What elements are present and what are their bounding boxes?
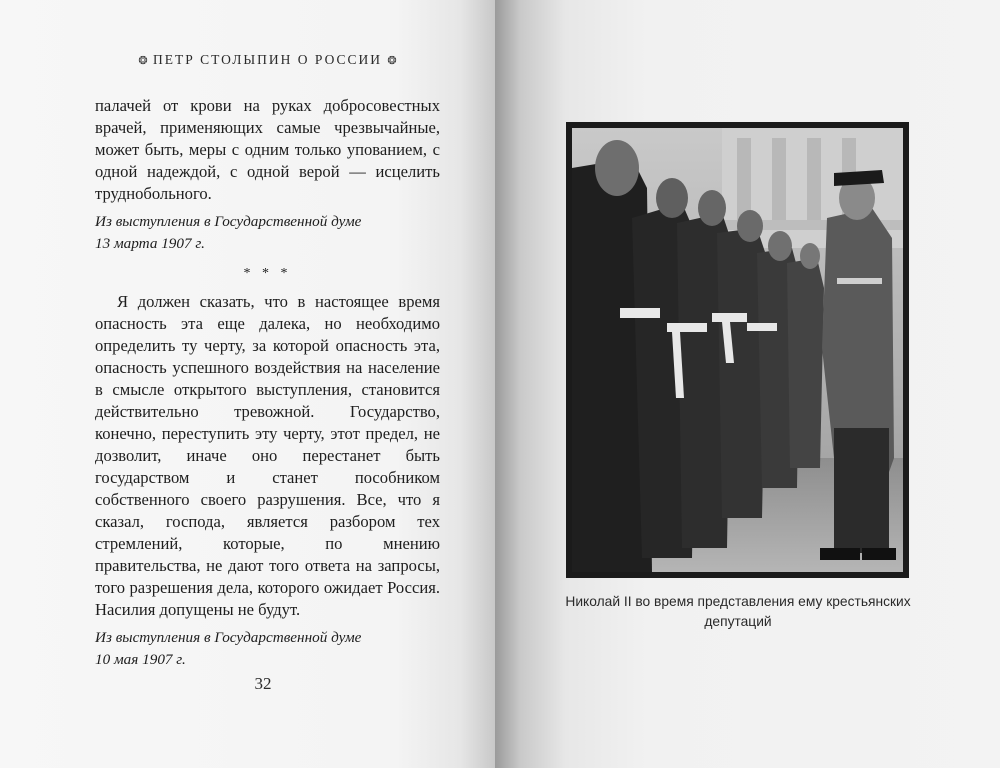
photograph [566, 122, 909, 578]
caption-line-1: Николай II во время представления ему крестьянских [565, 594, 911, 609]
quote-2-source-line-2: 10 мая 1907 г. [95, 651, 186, 668]
caption-line-2: депутаций [704, 614, 772, 629]
ornament-right-icon: ❂ [387, 55, 397, 67]
page-number: 32 [254, 674, 272, 693]
quote-1-source-line-1: Из выступления в Государственной думе [95, 213, 362, 230]
left-page [0, 0, 495, 768]
quote-2-source-line-1: Из выступления в Государственной думе [95, 629, 362, 646]
ornament-left-icon: ❂ [138, 55, 148, 67]
body-text [95, 95, 440, 671]
quote-1-source-line-2: 13 марта 1907 г. [95, 235, 205, 252]
photo-caption [560, 592, 916, 632]
photo-image [572, 128, 903, 572]
quote-1-text: палачей от крови на руках добросовестных врачей, применяющих самые чрезвычайные, может быть, меры с одним только упованием, с одной надеждой, с одной верой — исцелить труднобольного. [95, 96, 440, 203]
section-separator: * * * [243, 266, 292, 281]
running-head [90, 52, 445, 68]
running-head-title: ПЕТР СТОЛЫПИН О РОССИИ [152, 52, 383, 67]
quote-2-text: Я должен сказать, что в настоящее время опасность эта еще далека, но необходимо определить ту черту, за которой опасность эта, опасность успешного воздействия на население в смысле открытого выступления, становится действительно тревожной. Государство, конечно, переступить эту черту, этот предел, не дозволит, иначе оно перестанет быть государством и станет пособником собственного своего разрушения. Все, что я сказал, господа, является разбором тех стремлений, которые, по мнению правительства, не дают того ответа на запросы, того разрешения дела, которого ожидает Россия. Насилия допущены не будут. [95, 292, 440, 619]
